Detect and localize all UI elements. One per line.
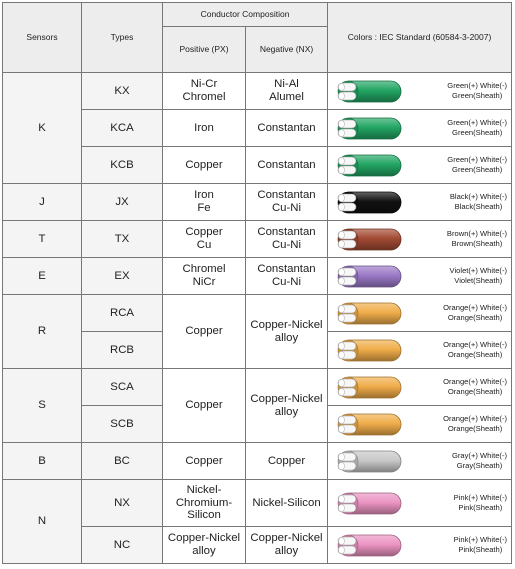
type-cell: KCB xyxy=(82,147,163,184)
negative-line: Copper-Nickel xyxy=(250,318,323,331)
positive-line: Fe xyxy=(197,202,211,214)
color-description xyxy=(447,229,507,249)
negative-line: Copper-Nickel xyxy=(250,532,323,545)
cable-icon xyxy=(336,113,410,143)
header-positive: Positive (PX) xyxy=(163,27,246,73)
color-cell-inner xyxy=(336,298,507,328)
positive-line: Cu xyxy=(196,239,212,251)
positive-cell xyxy=(163,110,246,147)
negative-line: Cu-Ni xyxy=(271,276,302,288)
negative-line: Cu-Ni xyxy=(271,239,302,251)
negative-cell xyxy=(246,527,328,564)
cable-icon xyxy=(336,409,410,439)
positive-cell xyxy=(163,73,246,110)
color-line: Green(+) White(-) xyxy=(447,118,508,128)
color-cell xyxy=(328,110,512,147)
color-cell xyxy=(328,184,512,221)
sensor-cell: S xyxy=(3,369,82,443)
color-cell xyxy=(328,73,512,110)
color-cell-inner xyxy=(336,488,507,518)
color-description xyxy=(443,377,507,397)
table-row xyxy=(3,369,512,406)
color-line: Pink(+) White(-) xyxy=(453,493,508,503)
negative-line: Copper xyxy=(267,454,306,467)
type-cell: KX xyxy=(82,73,163,110)
color-description xyxy=(450,192,507,212)
cable-icon xyxy=(336,372,410,402)
color-description xyxy=(450,266,507,286)
negative-line: Cu-Ni xyxy=(271,202,302,214)
type-cell: BC xyxy=(82,443,163,480)
color-description xyxy=(454,493,507,513)
thermocouple-color-table xyxy=(2,2,512,564)
color-cell-inner xyxy=(336,446,507,476)
color-description xyxy=(452,451,507,471)
cable-icon xyxy=(336,76,410,106)
color-line: Green(+) White(-) xyxy=(447,81,508,91)
header-colors: Colors : IEC Standard (60584-3-2007) xyxy=(328,3,512,73)
color-line: Green(Sheath) xyxy=(452,128,503,137)
color-cell-inner xyxy=(336,150,507,180)
negative-line: Constantan xyxy=(257,158,316,171)
table-row xyxy=(3,221,512,258)
positive-cell xyxy=(163,147,246,184)
negative-line: Nickel-Silicon xyxy=(252,496,321,509)
color-cell-inner xyxy=(336,187,507,217)
positive-line: Copper xyxy=(185,454,223,467)
color-description xyxy=(443,340,507,360)
table-row xyxy=(3,258,512,295)
positive-cell xyxy=(163,184,246,221)
negative-line: Alumel xyxy=(269,91,304,103)
color-line: Orange(Sheath) xyxy=(447,387,503,396)
positive-cell xyxy=(163,221,246,258)
cable-icon xyxy=(336,224,410,254)
negative-line: Copper-Nickel xyxy=(250,392,323,405)
color-line: Black(+) White(-) xyxy=(449,192,508,202)
color-description xyxy=(443,303,507,323)
negative-cell xyxy=(246,147,328,184)
positive-line: Silicon xyxy=(187,509,221,522)
type-cell: SCA xyxy=(82,369,163,406)
positive-line: Copper xyxy=(185,399,223,412)
positive-line: Nickel- xyxy=(186,483,222,496)
positive-cell xyxy=(163,443,246,480)
positive-cell xyxy=(163,258,246,295)
sensor-cell: J xyxy=(3,184,82,221)
header-negative: Negative (NX) xyxy=(246,27,328,73)
color-line: Violet(+) White(-) xyxy=(449,266,508,276)
header-sensors: Sensors xyxy=(3,3,82,73)
color-line: Pink(Sheath) xyxy=(458,503,503,512)
color-cell xyxy=(328,221,512,258)
color-line: Orange(+) White(-) xyxy=(443,303,508,313)
color-cell xyxy=(328,369,512,406)
color-line: Orange(Sheath) xyxy=(447,350,503,359)
color-cell-inner xyxy=(336,113,507,143)
color-cell-inner xyxy=(336,261,507,291)
header-types: Types xyxy=(82,3,163,73)
type-cell: KCA xyxy=(82,110,163,147)
color-cell-inner xyxy=(336,409,507,439)
cable-icon xyxy=(336,187,410,217)
color-line: Brown(Sheath) xyxy=(451,239,503,248)
type-cell: RCA xyxy=(82,295,163,332)
positive-line: Iron xyxy=(194,121,214,134)
color-line: Black(Sheath) xyxy=(454,202,503,211)
positive-line: Copper xyxy=(185,158,223,171)
color-cell-inner xyxy=(336,530,507,560)
negative-cell xyxy=(246,73,328,110)
positive-line: NiCr xyxy=(192,276,216,288)
color-line: Brown(+) White(-) xyxy=(446,229,508,239)
negative-line: alloy xyxy=(274,331,299,344)
negative-line: Constantan xyxy=(257,189,316,202)
color-line: Pink(+) White(-) xyxy=(453,535,508,545)
table-row xyxy=(3,73,512,110)
sensor-cell: K xyxy=(3,73,82,184)
table-row xyxy=(3,480,512,527)
color-cell-inner xyxy=(336,372,507,402)
color-line: Orange(+) White(-) xyxy=(443,340,508,350)
positive-line: Iron xyxy=(194,189,214,202)
color-line: Gray(Sheath) xyxy=(456,461,503,470)
sensor-cell: T xyxy=(3,221,82,258)
negative-cell xyxy=(246,369,328,443)
cable-icon xyxy=(336,261,410,291)
color-cell-inner xyxy=(336,224,507,254)
color-line: Green(+) White(-) xyxy=(447,155,508,165)
negative-line: alloy xyxy=(274,405,299,418)
sensor-cell: R xyxy=(3,295,82,369)
type-cell: EX xyxy=(82,258,163,295)
color-line: Orange(Sheath) xyxy=(447,424,503,433)
type-cell: NC xyxy=(82,527,163,564)
negative-cell xyxy=(246,184,328,221)
negative-line: Constantan xyxy=(257,121,316,134)
positive-line: Chromium- xyxy=(175,496,233,509)
type-cell: SCB xyxy=(82,406,163,443)
negative-line: alloy xyxy=(274,545,299,557)
positive-cell xyxy=(163,369,246,443)
color-line: Orange(+) White(-) xyxy=(443,414,508,424)
positive-line: Copper xyxy=(185,325,223,338)
color-description xyxy=(447,155,507,175)
negative-line: Ni-Al xyxy=(274,78,299,91)
color-cell xyxy=(328,443,512,480)
positive-line: Chromel xyxy=(182,91,226,103)
type-cell: RCB xyxy=(82,332,163,369)
color-line: Green(Sheath) xyxy=(452,165,503,174)
cable-icon xyxy=(336,335,410,365)
color-cell-inner xyxy=(336,335,507,365)
color-cell xyxy=(328,147,512,184)
color-cell xyxy=(328,406,512,443)
cable-icon xyxy=(336,298,410,328)
positive-cell xyxy=(163,295,246,369)
negative-cell xyxy=(246,480,328,527)
positive-line: alloy xyxy=(192,545,216,557)
negative-line: Constantan xyxy=(257,226,316,239)
color-description xyxy=(447,118,507,138)
color-cell xyxy=(328,258,512,295)
color-line: Gray(+) White(-) xyxy=(451,451,508,461)
cable-icon xyxy=(336,530,410,560)
color-line: Green(Sheath) xyxy=(452,91,503,100)
negative-cell xyxy=(246,258,328,295)
sensor-cell: E xyxy=(3,258,82,295)
color-line: Violet(Sheath) xyxy=(454,276,503,285)
type-cell: JX xyxy=(82,184,163,221)
negative-cell xyxy=(246,443,328,480)
table-row xyxy=(3,443,512,480)
color-line: Orange(Sheath) xyxy=(447,313,503,322)
color-cell xyxy=(328,332,512,369)
color-line: Orange(+) White(-) xyxy=(443,377,508,387)
cable-icon xyxy=(336,150,410,180)
cable-icon xyxy=(336,446,410,476)
color-cell xyxy=(328,527,512,564)
sensor-cell: N xyxy=(3,480,82,564)
type-cell: TX xyxy=(82,221,163,258)
header-conductor-composition: Conductor Composition xyxy=(163,3,328,27)
negative-cell xyxy=(246,221,328,258)
type-cell: NX xyxy=(82,480,163,527)
positive-line: Copper-Nickel xyxy=(167,532,241,545)
color-description xyxy=(454,535,507,555)
cable-icon xyxy=(336,488,410,518)
table-row xyxy=(3,295,512,332)
negative-cell xyxy=(246,295,328,369)
negative-cell xyxy=(246,110,328,147)
table-row xyxy=(3,184,512,221)
positive-line: Ni-Cr xyxy=(190,78,218,91)
negative-line: Constantan xyxy=(257,263,316,276)
color-cell xyxy=(328,480,512,527)
color-description xyxy=(443,414,507,434)
sensor-cell: B xyxy=(3,443,82,480)
positive-line: Chromel xyxy=(182,263,226,276)
positive-cell xyxy=(163,527,246,564)
positive-cell xyxy=(163,480,246,527)
color-cell-inner xyxy=(336,76,507,106)
color-description xyxy=(447,81,507,101)
positive-line: Copper xyxy=(185,226,223,239)
color-cell xyxy=(328,295,512,332)
color-line: Pink(Sheath) xyxy=(458,545,503,554)
